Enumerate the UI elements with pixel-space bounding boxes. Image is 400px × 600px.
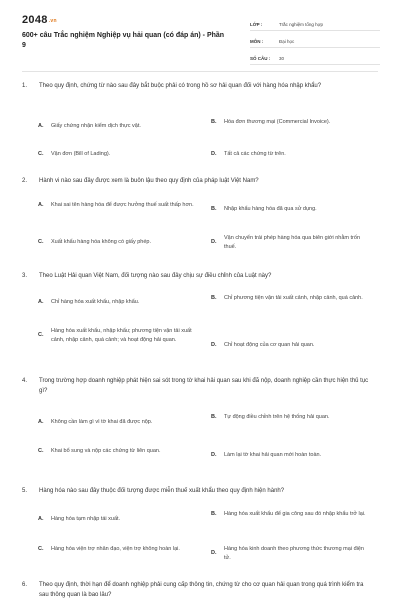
option-text: Tất cả các chứng từ trên. [224,151,286,157]
option-d[interactable] [211,545,371,562]
option-text: Khai bổ sung và nộp các chứng từ liên quan. [51,448,161,454]
option-b[interactable] [211,294,371,303]
option-letter: A. [38,419,44,425]
option-letter: A. [38,516,44,522]
option-letter: B. [211,206,217,212]
option-letter: C. [38,151,44,157]
option-c[interactable] [38,327,198,344]
option-c[interactable] [38,150,198,159]
option-text: Xuất khẩu hàng hóa không có giấy phép. [51,239,151,245]
meta-value: Đại học [279,39,295,44]
option-b[interactable] [211,510,371,519]
question-4 [22,376,378,396]
question-text [22,580,378,600]
option-text: Hàng hóa tạm nhập tái xuất. [51,516,121,522]
option-d[interactable] [211,451,371,460]
question-text [22,176,378,186]
option-letter: B. [211,511,217,517]
option-a[interactable] [38,201,198,210]
question-number: 4. [22,378,28,384]
logo-suffix: .vn [48,18,57,24]
question-1 [22,81,378,91]
option-c[interactable] [38,447,198,456]
option-letter: A. [38,299,44,305]
option-c[interactable] [38,238,198,247]
question-5 [22,486,378,496]
option-letter: B. [211,119,217,125]
option-text: Vận chuyển trái phép hàng hóa qua biên giới nhằm trốn thuế. [224,235,361,250]
question-number: 6. [22,582,28,588]
meta-value: 30 [279,56,285,61]
option-letter: D. [211,151,217,157]
question-body: Hàng hóa nào sau đây thuộc đối tượng được miễn thuế xuất khẩu theo quy định hiện hành? [39,488,285,494]
option-text: Hàng hóa xuất khẩu để gia công sau đó nhập khẩu trở lại. [224,511,366,517]
question-number: 3. [22,273,28,279]
option-letter: C. [38,332,44,339]
question-body: Trong trường hợp doanh nghiệp phát hiện sai sót trong tờ khai hải quan sau khi đã nộp, doanh nghiệp cần thực hiện thủ tục gì? [39,378,369,394]
option-b[interactable] [211,205,371,214]
question-number: 2. [22,178,28,184]
question-2 [22,176,378,186]
meta-label: SỐ CÂU : [250,56,271,61]
question-body: Hành vi nào sau đây được xem là buôn lậu theo quy định của pháp luật Việt Nam? [39,178,259,184]
question-text [22,271,378,281]
option-text: Tự động điều chỉnh trên hệ thống hải quan. [224,414,330,420]
option-text: Chỉ phương tiện vận tải xuất cảnh, nhập cảnh, quá cảnh. [224,295,363,301]
option-text: Hàng hóa viện trợ nhân đạo, viện trợ không hoàn lại. [51,546,180,552]
option-letter: C. [38,546,44,552]
question-text [22,376,378,396]
option-b[interactable] [211,118,371,127]
option-letter: B. [211,414,217,420]
question-3 [22,271,378,281]
question-body: Theo quy định, thời hạn để doanh nghiệp phải cung cấp thông tin, chứng từ cho cơ quan hải quan trong quá trình kiểm tra sau thông quan là bao lâu? [39,582,364,598]
question-body: Theo quy định, chứng từ nào sau đây bắt buộc phải có trong hồ sơ hải quan đối với hàng hóa nhập khẩu? [39,83,322,89]
option-d[interactable] [211,150,371,159]
option-letter: D. [211,239,217,246]
question-number: 1. [22,83,28,89]
question-text [22,486,378,496]
option-letter: D. [211,342,217,348]
meta-label: LỚP : [250,22,263,27]
option-text: Hóa đơn thương mại (Commercial Invoice). [224,119,331,125]
question-number: 5. [22,488,28,494]
option-d[interactable] [211,341,371,350]
option-d[interactable] [211,234,371,251]
option-text: Hàng hóa xuất khẩu, nhập khẩu; phương tiện vận tải xuất cảnh, nhập cảnh, quá cảnh; và hoạt động hải quan. [51,328,192,343]
question-text [22,81,378,91]
logo-main: 2048 [22,14,48,26]
meta-label: MÔN : [250,39,264,44]
option-a[interactable] [38,122,198,131]
option-letter: C. [38,239,44,245]
option-b[interactable] [211,413,371,422]
option-a[interactable] [38,418,198,427]
question-body: Theo Luật Hải quan Việt Nam, đối tượng nào sau đây chịu sự điều chỉnh của Luật này? [39,273,272,279]
option-a[interactable] [38,515,198,524]
option-text: Chỉ hoạt động của cơ quan hải quan. [224,342,315,348]
document-title: 600+ câu Trắc nghiệm Nghiệp vụ hải quan (có đáp án) - Phần 9 [22,32,225,49]
meta-value: Trắc nghiệm tổng hợp [279,22,324,27]
option-text: Không cần làm gì vì tờ khai đã được nộp. [51,419,153,425]
option-letter: A. [38,202,44,208]
option-text: Giấy chứng nhận kiểm dịch thực vật. [51,123,141,129]
option-text: Hàng hóa kinh doanh theo phương thức thương mại điện tử. [224,546,364,561]
option-text: Làm lại tờ khai hải quan mới hoàn toàn. [224,452,322,458]
option-letter: D. [211,550,217,557]
option-text: Khai sai tên hàng hóa để được hưởng thuế suất thấp hơn. [51,202,194,208]
option-c[interactable] [38,545,198,554]
option-letter: A. [38,123,44,129]
question-6 [22,580,378,600]
option-text: Vận đơn (Bill of Lading). [51,151,111,157]
option-letter: D. [211,452,217,458]
option-letter: C. [38,448,44,454]
option-letter: B. [211,295,217,301]
option-a[interactable] [38,298,198,307]
option-text: Chỉ hàng hóa xuất khẩu, nhập khẩu. [51,299,140,305]
option-text: Nhập khẩu hàng hóa đã qua sử dụng. [224,206,317,212]
